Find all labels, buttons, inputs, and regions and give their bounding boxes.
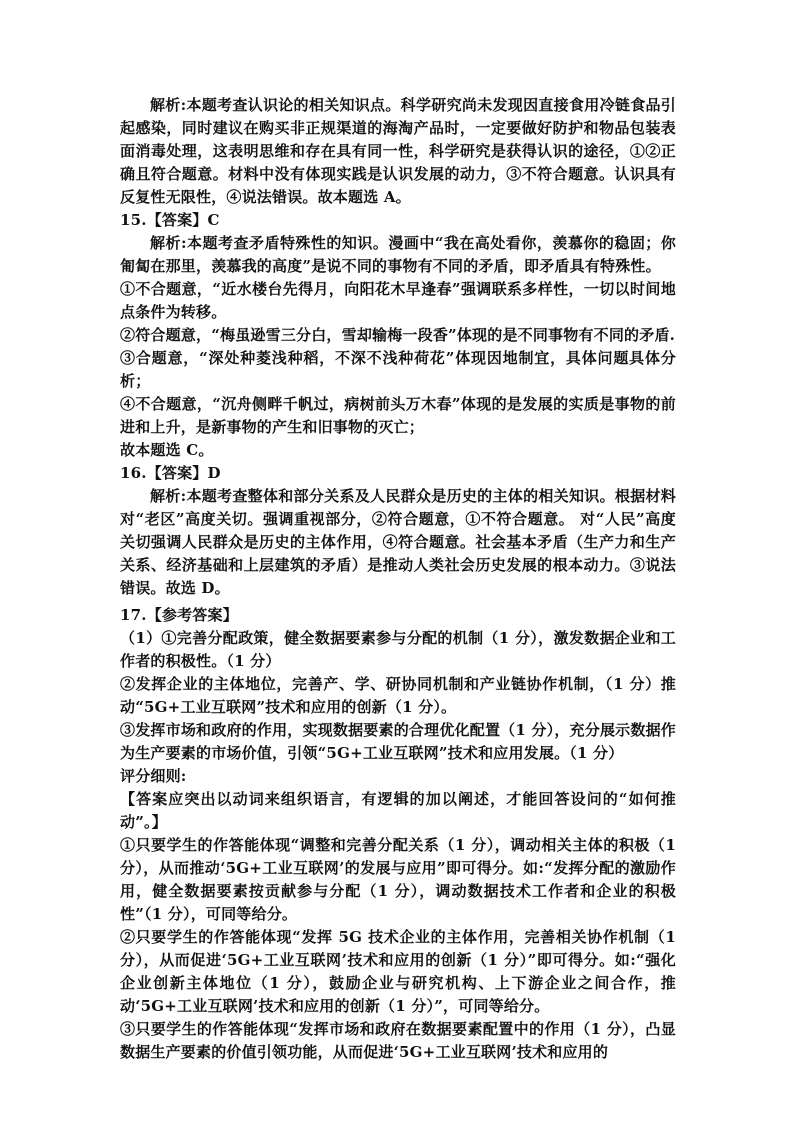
q15-option-2: ②符合题意，“梅虽逊雪三分白，雪却输梅一段香”体现的是不同事物有不同的矛盾. (120, 326, 676, 344)
q17-rubric-point-3: ③只要学生的作答能体现“发挥市场和政府在数据要素配置中的作用（1 分），凸显数据生产要素的价值引领功能，从而促进‘5G+工业互联网’技术和应用的 (120, 1020, 676, 1061)
q17-rubric-title: 评分细则: (120, 767, 187, 785)
q14-analysis-paragraph: 解析:本题考查认识论的相关知识点。科学研究尚未发现因直接食用冷链食品引起感染，同时建议在购买非正规渠道的海淘产品时，一定要做好防护和物品包装表面消毒处理，这表明思维和存在具有同一性，科学研究是获得认识的途径，①②正确且符合题意。材料中没有体现实践是认识发展的动力，③不符合题意。认识具有反复性无限性，④说法错误。故本题选 A。 (120, 96, 676, 206)
q17-answer-point-3: ③发挥市场和政府的作用，实现数据要素的合理优化配置（1 分），充分展示数据作为生产要素的市场价值，引领“5G+工业互联网”技术和应用发展。（1 分） (120, 721, 676, 762)
q15-option-4: ④不合题意，“沉舟侧畔千帆过，病树前头万木春”体现的是发展的实质是事物的前进和上升，是新事物的产生和旧事物的灭亡； (120, 395, 676, 436)
q15-analysis-paragraph: 解析:本题考查矛盾特殊性的知识。漫画中“我在高处看你，羡慕你的稳固；你匍匐在那里，羡慕我的高度”是说不同的事物有不同的矛盾，即矛盾具有特殊性。 (120, 234, 676, 275)
q17-rubric-note: 【答案应突出以动词来组织语言，有逻辑的加以阐述，才能回答设问的“如何推动”。】 (120, 790, 676, 831)
q17-answer-point-1: （1）①完善分配政策，健全数据要素参与分配的机制（1 分），激发数据企业和工作者的积极性。（1 分） (120, 629, 676, 670)
q17-rubric-point-2: ②只要学生的作答能体现“发挥 5G 技术企业的主体作用，完善相关协作机制（1 分），从而促进‘5G+工业互联网’技术和应用的创新（1 分）”即可得分。如:“强化企业创新主体地位（1 分），鼓励企业与研究机构、上下游企业之间合作，推动‘5G+工业互联网’技术和应用的创新（1 分）”，可同等给分。 (120, 928, 676, 1015)
q16-analysis-paragraph: 解析:本题考查整体和部分关系及人民群众是历史的主体的相关知识。根据材料对“老区”高度关切。强调重视部分，②符合题意，①不符合题意。 对“人民”高度关切强调人民群众是历史的主体作用，④符合题意。社会基本矛盾（生产力和生产关系、经济基础和上层建筑的矛盾）是推动人类社会历史发展的根本动力。③说法错误。故选 D。 (120, 487, 676, 597)
q15-conclusion: 故本题选 C。 (120, 441, 214, 459)
document-body (120, 94, 676, 1064)
q17-answer-point-2: ②发挥企业的主体地位，完善产、学、研协同机制和产业链协作机制，（1 分）推动“5G+工业互联网”技术和应用的创新（1 分）。 (120, 675, 676, 716)
q15-option-1: ①不合题意，“近水楼台先得月，向阳花木早逢春”强调联系多样性，一切以时间地点条件为转移。 (120, 280, 676, 321)
q15-answer-heading: 15.【答案】C (120, 211, 220, 229)
q17-rubric-point-1: ①只要学生的作答能体现“调整和完善分配关系（1 分），调动相关主体的积极（1 分），从而推动‘5G+工业互联网’的发展与应用”即可得分。如:“发挥分配的激励作用，健全数据要素按贡献参与分配（1 分），调动数据技术工作者和企业的积极性”（1 分），可同等给分。 (120, 836, 676, 923)
q15-option-3: ③合题意，“深处种菱浅种稻，不深不浅种荷花”体现因地制宜，具体问题具体分析； (120, 349, 676, 390)
q16-answer-heading: 16.【答案】D (120, 464, 221, 482)
q17-answer-heading: 17.【参考答案】 (120, 606, 238, 624)
